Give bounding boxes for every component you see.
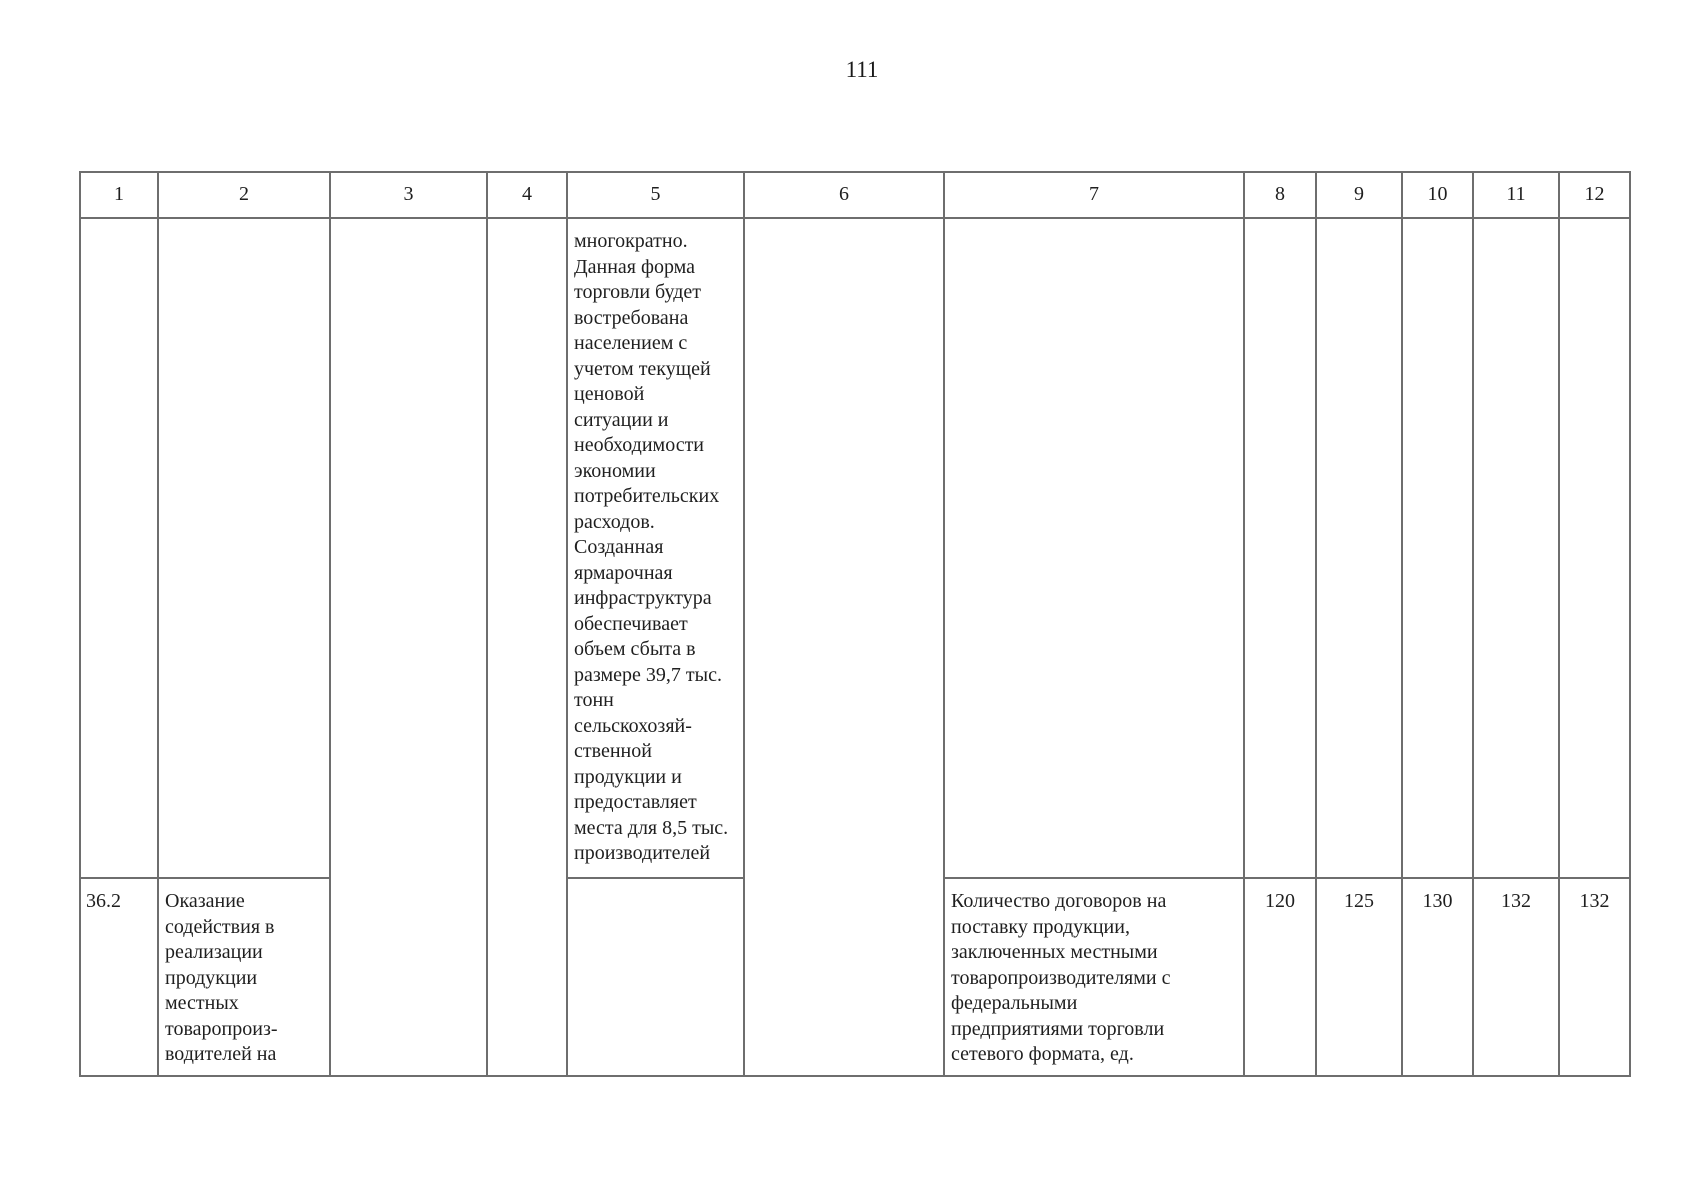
column-header-6: 6 — [744, 172, 944, 218]
activity-name: Оказание содействия в реализации продукции местных товаропроиз- водителей на — [165, 890, 278, 1065]
column-header-8: 8 — [1244, 172, 1316, 218]
indicator-name: Количество договоров на поставку продукции, заключенных местными товаропроизводителями с федеральными предприятиями торговли сетевого формата, ед. — [951, 890, 1171, 1065]
column-header-9: 9 — [1316, 172, 1402, 218]
table-cell — [1244, 878, 1316, 1076]
table-cell — [1244, 218, 1316, 878]
page-number: 111 — [845, 57, 879, 82]
table-cell — [944, 218, 1244, 878]
table-cell — [158, 218, 330, 878]
table-cell — [1559, 878, 1630, 1076]
continuation-row — [80, 218, 1630, 878]
column-header-1: 1 — [80, 172, 158, 218]
indicator-value: 125 — [1344, 890, 1374, 912]
table-cell — [1402, 878, 1473, 1076]
program-activities-table — [79, 171, 1631, 1077]
table-cell — [330, 218, 487, 1076]
continuation-description: многократно. Данная форма торговли будет востребована населением с учетом текущей ценовой ситуации и необходимости экономии потребительских расходов. Созданная ярмарочная инфраструктура обеспечивает объем сбыта в размере 39,7 тыс. тонн сельскохозяй- ственной продукции и предоставляет места для 8,5 тыс. производителей — [574, 230, 729, 864]
indicator-value: 120 — [1265, 890, 1295, 912]
indicator-value: 130 — [1422, 890, 1453, 912]
indicator-value: 132 — [1501, 890, 1531, 912]
table-cell — [567, 878, 744, 1076]
indicator-value: 132 — [1579, 890, 1610, 912]
column-header-2: 2 — [158, 172, 330, 218]
table-cell — [1473, 218, 1559, 878]
column-header-5: 5 — [567, 172, 744, 218]
table-cell — [158, 878, 330, 1076]
table-cell — [1559, 218, 1630, 878]
table-cell — [1316, 218, 1402, 878]
row-id: 36.2 — [86, 890, 121, 912]
table-cell — [944, 878, 1244, 1076]
column-header-7: 7 — [944, 172, 1244, 218]
table-cell — [1402, 218, 1473, 878]
column-header-11: 11 — [1473, 172, 1559, 218]
table-cell — [1316, 878, 1402, 1076]
table-cell — [487, 218, 567, 1076]
column-header-3: 3 — [330, 172, 487, 218]
column-header-10: 10 — [1402, 172, 1473, 218]
table-cell — [1473, 878, 1559, 1076]
table-cell — [744, 218, 944, 1076]
column-header-4: 4 — [487, 172, 567, 218]
table-cell — [80, 878, 158, 1076]
column-header-12: 12 — [1559, 172, 1630, 218]
column-number-row — [80, 172, 1630, 218]
table-cell — [567, 218, 744, 878]
table-cell — [80, 218, 158, 878]
